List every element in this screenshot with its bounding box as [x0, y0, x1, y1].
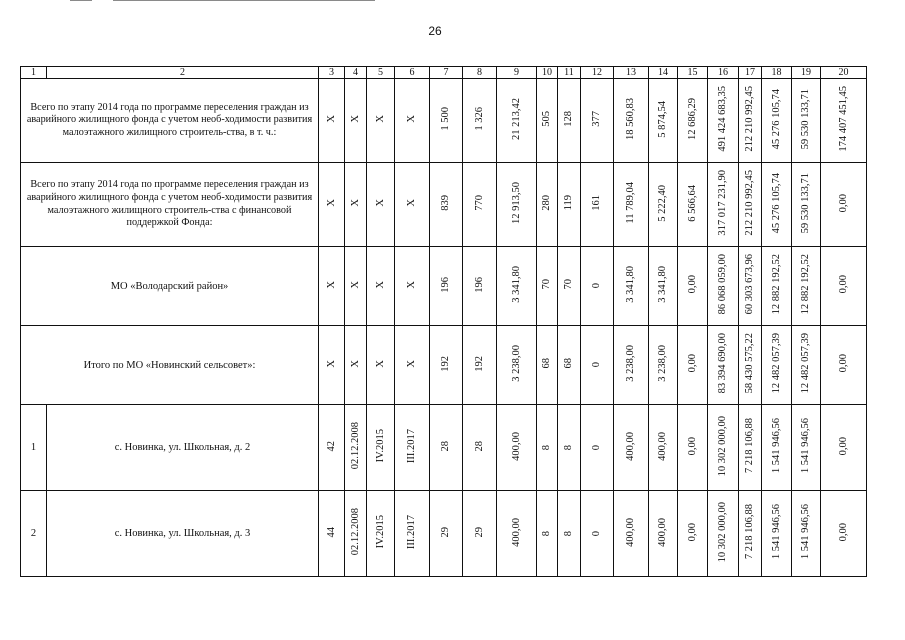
header-cell: 1 [21, 67, 47, 79]
house-value: 42 [325, 440, 337, 452]
summary-value-cell [497, 163, 537, 247]
summary-value: 3 238,00 [625, 345, 637, 382]
house-value: 7 218 106,88 [744, 418, 756, 474]
house-value: III.2017 [406, 514, 418, 550]
house-value-cell [430, 491, 463, 577]
header-cell: 20 [821, 67, 867, 79]
summary-value: X [349, 359, 361, 368]
house-value-cell [678, 405, 708, 491]
house-value-cell [558, 491, 581, 577]
summary-value: X [374, 115, 386, 123]
summary-value: 0,00 [837, 193, 849, 213]
house-value-cell [395, 405, 430, 491]
summary-value: 0,00 [686, 354, 698, 373]
house-value-cell [762, 491, 792, 577]
summary-value: X [325, 280, 337, 289]
summary-value-cell [581, 326, 614, 405]
house-value: 8 [541, 530, 553, 536]
summary-value-cell [739, 247, 762, 326]
house-value-cell [649, 491, 678, 577]
summary-value-cell [345, 79, 367, 163]
page-number: 26 [428, 24, 442, 38]
house-value: 400,00 [657, 517, 669, 547]
summary-value-cell [367, 163, 395, 247]
summary-value-cell [792, 79, 821, 163]
summary-value: X [349, 115, 361, 123]
summary-value-cell [739, 326, 762, 405]
summary-value: 196 [473, 276, 485, 293]
house-value: 44 [325, 526, 337, 538]
summary-value-cell [463, 326, 497, 405]
summary-value-cell [319, 326, 345, 405]
summary-value: 3 341,80 [625, 266, 637, 303]
house-value-cell [537, 491, 558, 577]
summary-value: 68 [541, 358, 553, 369]
house-value: 0,00 [686, 436, 698, 456]
house-value-cell [319, 405, 345, 491]
summary-value-cell [367, 326, 395, 405]
summary-value: 83 394 690,00 [717, 333, 729, 394]
summary-value-cell [367, 247, 395, 326]
summary-value-cell [497, 79, 537, 163]
house-value-cell [558, 405, 581, 491]
summary-value: X [374, 359, 386, 368]
header-cell: 5 [367, 67, 395, 79]
header-cell: 15 [678, 67, 708, 79]
house-value-cell [762, 405, 792, 491]
house-value: 29 [440, 526, 452, 538]
summary-value: 505 [541, 111, 553, 127]
house-value: 1 541 946,56 [800, 418, 812, 474]
summary-value: 212 210 992,45 [744, 86, 756, 152]
summary-value: 12 882 192,52 [800, 254, 812, 315]
summary-value: 212 210 992,45 [744, 170, 756, 236]
summary-value-cell [463, 247, 497, 326]
house-value-cell [821, 405, 867, 491]
summary-value: 12 913,50 [510, 182, 522, 224]
summary-value: 0 [591, 362, 603, 368]
summary-value: 1 326 [473, 107, 485, 131]
summary-value: 0,00 [686, 275, 698, 294]
summary-value-cell [581, 79, 614, 163]
house-address: с. Новинка, ул. Школьная, д. 2 [47, 405, 319, 491]
summary-value-cell [497, 247, 537, 326]
house-value-cell [649, 405, 678, 491]
summary-row [21, 247, 867, 326]
summary-value: 317 017 231,90 [717, 170, 729, 236]
summary-value: 192 [440, 355, 452, 372]
summary-value-cell [537, 247, 558, 326]
house-number: 2 [21, 491, 47, 577]
house-value-cell [792, 405, 821, 491]
summary-value-cell [558, 247, 581, 326]
summary-value-cell [430, 163, 463, 247]
summary-value: X [406, 199, 418, 207]
summary-value: 839 [440, 195, 452, 211]
summary-value: X [325, 359, 337, 368]
mo-label: Итого по МО «Новинский сельсовет»: [21, 326, 319, 405]
summary-value-cell [395, 326, 430, 405]
house-value: 400,00 [625, 517, 637, 547]
house-value: 0,00 [837, 436, 849, 456]
summary-value-cell [614, 247, 649, 326]
header-cell: 6 [395, 67, 430, 79]
header-cell: 3 [319, 67, 345, 79]
summary-value: 12 482 057,39 [800, 333, 812, 394]
house-value: 0 [591, 444, 603, 450]
summary-value: 280 [541, 195, 553, 211]
house-value: 400,00 [657, 431, 669, 461]
header-cell: 17 [739, 67, 762, 79]
header-cell: 13 [614, 67, 649, 79]
summary-value-cell [792, 326, 821, 405]
house-value: 0,00 [686, 522, 698, 542]
house-value-cell [792, 491, 821, 577]
summary-value-cell [762, 79, 792, 163]
house-value-cell [463, 405, 497, 491]
house-value: 1 541 946,56 [770, 504, 782, 560]
summary-value: X [406, 280, 418, 289]
header-cell: 2 [47, 67, 319, 79]
header-cell: 7 [430, 67, 463, 79]
summary-value-cell [821, 326, 867, 405]
house-value-cell [395, 491, 430, 577]
house-row [21, 405, 867, 491]
summary-value-cell [463, 79, 497, 163]
house-value: 1 541 946,56 [770, 418, 782, 474]
summary-value: 12 482 057,39 [770, 333, 782, 394]
header-cell: 11 [558, 67, 581, 79]
house-value-cell [614, 491, 649, 577]
summary-value: 3 238,00 [510, 345, 522, 382]
summary-value-cell [345, 247, 367, 326]
summary-value: 5 874,54 [657, 100, 669, 138]
summary-value: 45 276 105,74 [770, 88, 782, 150]
summary-row [21, 79, 867, 163]
summary-value: 60 303 673,96 [744, 254, 756, 315]
summary-value-cell [345, 163, 367, 247]
summary-value: 12 882 192,52 [770, 254, 782, 315]
house-address: с. Новинка, ул. Школьная, д. 3 [47, 491, 319, 577]
house-value-cell [345, 405, 367, 491]
summary-value-cell [614, 326, 649, 405]
summary-value: 128 [563, 111, 575, 127]
house-value: 10 302 000,00 [717, 415, 729, 477]
summary-value-cell [821, 163, 867, 247]
summary-value: 3 238,00 [657, 345, 669, 382]
summary-value: 192 [473, 355, 485, 372]
house-value: 400,00 [510, 517, 522, 547]
summary-value-cell [792, 163, 821, 247]
summary-value: X [406, 115, 418, 123]
house-value: III.2017 [406, 428, 418, 464]
summary-value-cell [739, 79, 762, 163]
summary-value-cell [367, 79, 395, 163]
header-cell: 9 [497, 67, 537, 79]
house-value: 7 218 106,88 [744, 504, 756, 560]
summary-label: Всего по этапу 2014 года по программе переселения граждан из аварийного жилищного фонда с учетом необ-ходимости развития малоэтажного жилищного строитель-ства, в т. ч.: [21, 79, 319, 163]
summary-value-cell [792, 247, 821, 326]
summary-value-cell [614, 163, 649, 247]
house-value-cell [739, 491, 762, 577]
house-value: 8 [563, 530, 575, 536]
summary-value: X [374, 280, 386, 289]
summary-value-cell [708, 79, 739, 163]
summary-value-cell [581, 163, 614, 247]
summary-value-cell [649, 163, 678, 247]
summary-value: X [325, 199, 337, 207]
house-value: IV.2015 [374, 429, 386, 463]
house-value: 400,00 [510, 431, 522, 461]
summary-label: Всего по этапу 2014 года по программе переселения граждан из аварийного жилищного фонда с учетом необ-ходимости развития малоэтажного жилищного строитель-ства с финансовой поддержкой Фонда: [21, 163, 319, 247]
house-value: 8 [541, 444, 553, 450]
summary-value-cell [821, 247, 867, 326]
summary-value: X [374, 199, 386, 207]
header-cell: 18 [762, 67, 792, 79]
summary-value-cell [708, 326, 739, 405]
house-value-cell [708, 491, 739, 577]
summary-value-cell [762, 326, 792, 405]
house-value-cell [497, 405, 537, 491]
summary-value: 6 566,64 [686, 184, 698, 222]
summary-value-cell [649, 79, 678, 163]
header-cell: 19 [792, 67, 821, 79]
summary-value-cell [678, 79, 708, 163]
house-value: 0,00 [837, 522, 849, 542]
table-body [21, 67, 867, 577]
summary-value-cell [614, 79, 649, 163]
summary-value: 18 560,83 [625, 98, 637, 140]
summary-value-cell [537, 326, 558, 405]
scan-top-line-left [70, 0, 92, 1]
summary-value: 68 [563, 358, 575, 369]
summary-value: 21 213,42 [510, 98, 522, 140]
summary-value-cell [395, 247, 430, 326]
summary-value: 1 500 [440, 107, 452, 131]
summary-value-cell [581, 247, 614, 326]
header-cell: 10 [537, 67, 558, 79]
summary-value-cell [395, 163, 430, 247]
house-value-cell [537, 405, 558, 491]
summary-value: 12 686,29 [686, 98, 698, 140]
house-value-cell [463, 491, 497, 577]
house-value: 10 302 000,00 [717, 501, 729, 563]
summary-value: 45 276 105,74 [770, 172, 782, 234]
scan-top-line-right [113, 0, 375, 1]
summary-value-cell [395, 79, 430, 163]
header-cell: 8 [463, 67, 497, 79]
house-value: 02.12.2008 [349, 422, 361, 470]
house-value: 1 541 946,56 [800, 504, 812, 560]
summary-value-cell [678, 326, 708, 405]
mo-label: МО «Володарский район» [21, 247, 319, 326]
house-value: 28 [473, 440, 485, 452]
summary-value: 119 [563, 195, 575, 211]
house-row [21, 491, 867, 577]
summary-value-cell [319, 247, 345, 326]
summary-value-cell [430, 326, 463, 405]
summary-value-cell [649, 247, 678, 326]
summary-value-cell [345, 326, 367, 405]
summary-value-cell [463, 163, 497, 247]
house-value: IV.2015 [374, 515, 386, 549]
summary-value: 174 407 451,45 [837, 86, 849, 152]
header-row [21, 67, 867, 79]
summary-value-cell [762, 247, 792, 326]
summary-value: 377 [591, 111, 603, 127]
house-value: 400,00 [625, 431, 637, 461]
summary-value-cell [558, 326, 581, 405]
summary-value: 0,00 [837, 354, 849, 373]
summary-value-cell [762, 163, 792, 247]
header-cell: 16 [708, 67, 739, 79]
house-value: 29 [473, 526, 485, 538]
summary-value: 11 789,04 [625, 182, 637, 224]
summary-value: 70 [563, 279, 575, 290]
house-value-cell [497, 491, 537, 577]
summary-value-cell [319, 163, 345, 247]
summary-value-cell [319, 79, 345, 163]
summary-value-cell [537, 79, 558, 163]
summary-value-cell [430, 247, 463, 326]
summary-value: X [349, 199, 361, 207]
summary-value: X [406, 359, 418, 368]
summary-value: 196 [440, 276, 452, 293]
summary-value: 770 [473, 195, 485, 211]
header-cell: 14 [649, 67, 678, 79]
house-value-cell [581, 491, 614, 577]
house-value-cell [821, 491, 867, 577]
summary-row [21, 326, 867, 405]
summary-value-cell [708, 247, 739, 326]
summary-value-cell [821, 79, 867, 163]
house-value-cell [345, 491, 367, 577]
house-number: 1 [21, 405, 47, 491]
summary-row [21, 163, 867, 247]
house-value: 02.12.2008 [349, 508, 361, 556]
house-value-cell [708, 405, 739, 491]
summary-value: 59 530 133,71 [800, 172, 812, 234]
summary-value-cell [558, 79, 581, 163]
header-cell: 12 [581, 67, 614, 79]
summary-value-cell [708, 163, 739, 247]
summary-value: 0,00 [837, 275, 849, 294]
summary-value-cell [430, 79, 463, 163]
house-value-cell [739, 405, 762, 491]
house-value: 28 [440, 440, 452, 452]
summary-value-cell [497, 326, 537, 405]
header-cell: 4 [345, 67, 367, 79]
summary-value: 3 341,80 [510, 266, 522, 303]
summary-value-cell [537, 163, 558, 247]
house-value: 0 [591, 530, 603, 536]
summary-value-cell [649, 326, 678, 405]
house-value-cell [367, 491, 395, 577]
house-value-cell [678, 491, 708, 577]
summary-value: 59 530 133,71 [800, 88, 812, 150]
summary-value: 58 430 575,22 [744, 333, 756, 394]
summary-value: 86 068 059,00 [717, 254, 729, 315]
summary-value: 161 [591, 195, 603, 211]
summary-value: X [325, 115, 337, 123]
summary-value: 0 [591, 283, 603, 289]
summary-value: 70 [541, 279, 553, 290]
summary-value-cell [678, 247, 708, 326]
house-value: 8 [563, 444, 575, 450]
summary-value: 3 341,80 [657, 266, 669, 303]
summary-value-cell [678, 163, 708, 247]
summary-value-cell [558, 163, 581, 247]
house-value-cell [367, 405, 395, 491]
house-value-cell [581, 405, 614, 491]
house-value-cell [430, 405, 463, 491]
resettlement-table [20, 66, 867, 577]
summary-value-cell [739, 163, 762, 247]
house-value-cell [614, 405, 649, 491]
summary-value: 491 424 683,35 [717, 86, 729, 152]
summary-value: 5 222,40 [657, 184, 669, 222]
house-value-cell [319, 491, 345, 577]
summary-value: X [349, 280, 361, 289]
